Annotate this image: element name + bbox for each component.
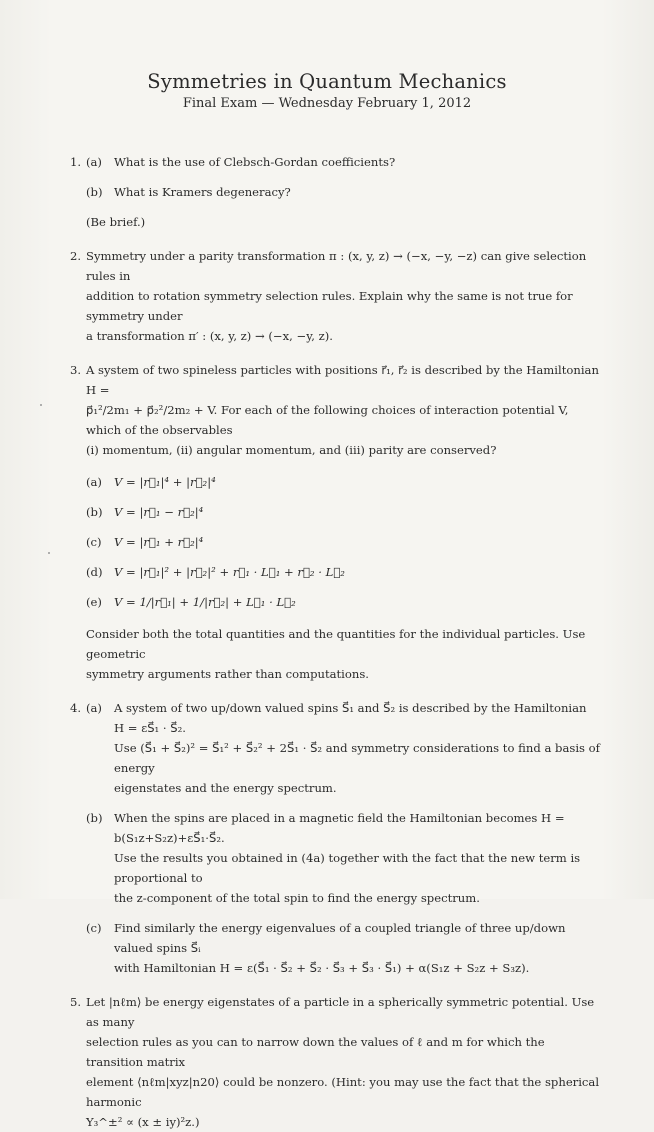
question-part bbox=[86, 152, 600, 172]
scan-speck bbox=[48, 552, 50, 554]
part-text-line: Use (S⃗₁ + S⃗₂)² = S⃗₁² + S⃗₂² + 2S⃗₁ · S⃗₂ and symmetry considerations to find a basis of energy bbox=[114, 741, 600, 775]
potential-formula: V = 1/|r⃗₁| + 1/|r⃗₂| + L⃗₁ · L⃗₂ bbox=[114, 595, 296, 609]
question-number: 1. bbox=[70, 155, 82, 169]
exam-body bbox=[70, 152, 600, 1132]
question-5 bbox=[70, 992, 600, 1132]
part-label: (d) bbox=[86, 565, 103, 579]
question-text-line: Symmetry under a parity transformation π : (x, y, z) → (−x, −y, −z) can give selection rules in bbox=[86, 249, 587, 283]
part-label: (a) bbox=[86, 155, 102, 169]
question-part bbox=[86, 808, 600, 908]
potential-item bbox=[86, 532, 600, 552]
potential-item bbox=[86, 472, 600, 492]
question-text-line: p⃗₁²/2m₁ + p⃗₂²/2m₂ + V. For each of the following choices of interaction potential V, which of the observables bbox=[86, 403, 569, 437]
part-text: What is Kramers degeneracy? bbox=[114, 185, 291, 199]
question-part bbox=[86, 918, 600, 978]
part-label: (c) bbox=[86, 535, 102, 549]
question-3 bbox=[70, 360, 600, 684]
part-text-line: When the spins are placed in a magnetic field the Hamiltonian becomes H = b(S₁z+S₂z)+εS⃗₁·S⃗₂. bbox=[114, 811, 565, 845]
part-text-line: Use the results you obtained in (4a) together with the fact that the new term is proportional to bbox=[114, 851, 581, 885]
question-text-line: A system of two spineless particles with positions r⃗₁, r⃗₂ is described by the Hamiltonian H = bbox=[86, 363, 599, 397]
question-text-line: symmetry arguments rather than computations. bbox=[86, 667, 369, 681]
part-text-line: A system of two up/down valued spins S⃗₁ and S⃗₂ is described by the Hamiltonian H = εS⃗₁ · S⃗₂. bbox=[114, 701, 587, 735]
question-text-line: Consider both the total quantities and the quantities for the individual particles. Use geometric bbox=[86, 627, 586, 661]
part-label: (c) bbox=[86, 921, 102, 935]
question-number: 3. bbox=[70, 363, 82, 377]
scan-speck bbox=[40, 404, 42, 406]
potential-formula: V = |r⃗₁|⁴ + |r⃗₂|⁴ bbox=[114, 475, 216, 489]
part-text-line: eigenstates and the energy spectrum. bbox=[114, 781, 337, 795]
part-label: (a) bbox=[86, 475, 102, 489]
question-4 bbox=[70, 698, 600, 978]
potential-formula: V = |r⃗₁|² + |r⃗₂|² + r⃗₁ · L⃗₁ + r⃗₂ · L⃗₂ bbox=[114, 565, 345, 579]
question-text-line: a transformation π′ : (x, y, z) → (−x, −y, z). bbox=[86, 329, 333, 343]
part-text-line: with Hamiltonian H = ε(S⃗₁ · S⃗₂ + S⃗₂ · S⃗₃ + S⃗₃ · S⃗₁) + α(S₁z + S₂z + S₃z). bbox=[114, 961, 530, 975]
part-label: (b) bbox=[86, 185, 103, 199]
part-text-line: Find similarly the energy eigenvalues of a coupled triangle of three up/down valued spins S⃗ᵢ bbox=[114, 921, 566, 955]
question-part bbox=[86, 182, 600, 202]
question-number: 2. bbox=[70, 249, 82, 263]
potential-formula: V = |r⃗₁ − r⃗₂|⁴ bbox=[114, 505, 204, 519]
page-subtitle: Final Exam — Wednesday February 1, 2012 bbox=[182, 96, 472, 111]
part-label: (b) bbox=[86, 505, 103, 519]
part-text-line: the z-component of the total spin to find the energy spectrum. bbox=[114, 891, 480, 905]
question-text-line: selection rules as you can to narrow down the values of ℓ and m for which the transition matrix bbox=[86, 1035, 545, 1069]
potential-item bbox=[86, 562, 600, 582]
question-note: (Be brief.) bbox=[86, 215, 146, 229]
part-label: (b) bbox=[86, 811, 103, 825]
question-part bbox=[86, 698, 600, 798]
question-text-line: Let |nℓm⟩ be energy eigenstates of a particle in a spherically symmetric potential. Use as many bbox=[86, 995, 595, 1029]
question-text-line: addition to rotation symmetry selection rules. Explain why the same is not true for symmetry under bbox=[86, 289, 573, 323]
potential-item bbox=[86, 592, 600, 612]
question-2 bbox=[70, 246, 600, 346]
question-text-line: (i) momentum, (ii) angular momentum, and (iii) parity are conserved? bbox=[86, 443, 497, 457]
question-1 bbox=[70, 152, 600, 232]
question-text-line: element ⟨nℓm|xyz|n20⟩ could be nonzero. (Hint: you may use the fact that the spherical harmonic bbox=[86, 1075, 600, 1109]
question-number: 4. bbox=[70, 701, 82, 715]
page-title: Symmetries in Quantum Mechanics bbox=[147, 70, 507, 93]
potential-item bbox=[86, 502, 600, 522]
part-label: (a) bbox=[86, 701, 102, 715]
question-number: 5. bbox=[70, 995, 82, 1009]
part-label: (e) bbox=[86, 595, 102, 609]
question-text-line: Y₃^±² ∝ (x ± iy)²z.) bbox=[86, 1115, 200, 1129]
part-text: What is the use of Clebsch-Gordan coefficients? bbox=[114, 155, 396, 169]
potential-formula: V = |r⃗₁ + r⃗₂|⁴ bbox=[114, 535, 204, 549]
